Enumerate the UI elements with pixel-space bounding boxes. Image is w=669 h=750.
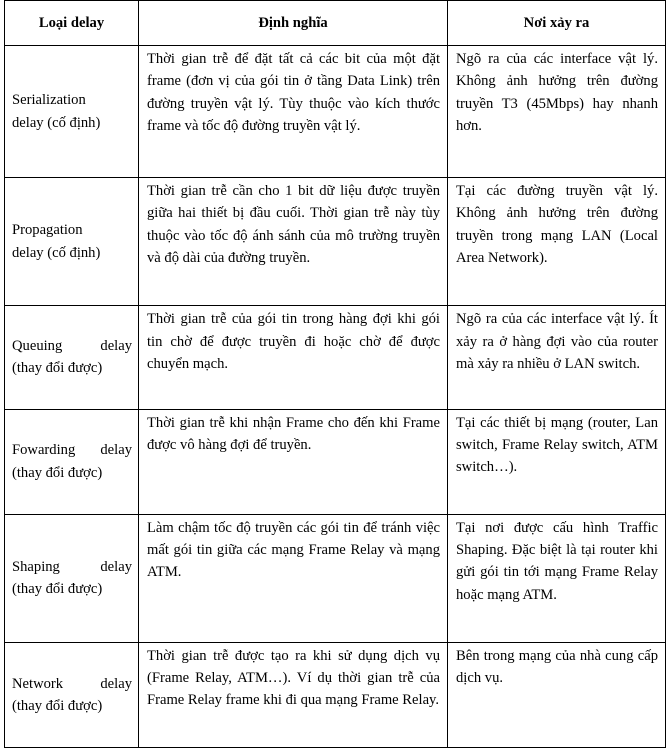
delay-type-qualifier: delay (cố định)	[12, 244, 101, 261]
delay-type-name: Queuing delay	[12, 338, 132, 355]
table-row	[5, 409, 666, 514]
delay-type-name: Shaping delay	[12, 558, 132, 575]
table-row	[5, 178, 666, 306]
table-row	[5, 46, 666, 178]
location-cell: Tại nơi được cấu hình Traffic Shaping. Đặc biệt là tại router khi gửi gói tin tới mạng Frame Relay hoặc mạng ATM.	[448, 514, 666, 642]
location-cell: Bên trong mạng của nhà cung cấp dịch vụ.	[448, 642, 666, 747]
delay-type-cell	[5, 514, 139, 642]
delay-types-table	[4, 0, 666, 748]
delay-type-cell	[5, 46, 139, 178]
delay-type-name: Propagation	[12, 222, 83, 239]
definition-cell: Thời gian trễ khi nhận Frame cho đến khi Frame được vô hàng đợi để truyền.	[139, 409, 448, 514]
delay-type-name: Fowarding delay	[12, 442, 132, 459]
table-row	[5, 642, 666, 747]
delay-type-qualifier: (thay đổi được)	[12, 697, 103, 714]
definition-cell: Thời gian trễ cần cho 1 bit dữ liệu được truyền giữa hai thiết bị đầu cuối. Thời gian trễ này tùy thuộc vào tốc độ ánh sánh của mô trường truyền và độ dài của đường truyền.	[139, 178, 448, 306]
location-cell: Ngõ ra của các interface vật lý. Không ảnh hưởng trên đường truyền T3 (45Mbps) hay nhanh hơn.	[448, 46, 666, 178]
delay-type-cell	[5, 642, 139, 747]
location-cell: Ngõ ra của các interface vật lý. Ít xảy ra ở hàng đợi vào của router mà xảy ra nhiều ở LAN switch.	[448, 306, 666, 409]
definition-cell: Thời gian trễ được tạo ra khi sử dụng dịch vụ (Frame Relay, ATM…). Ví dụ thời gian trễ của Frame Relay frame khi đi qua mạng Frame Relay.	[139, 642, 448, 747]
location-cell: Tại các thiết bị mạng (router, Lan switch, Frame Relay switch, ATM switch…).	[448, 409, 666, 514]
delay-type-cell	[5, 409, 139, 514]
delay-type-qualifier: (thay đổi được)	[12, 464, 103, 481]
delay-type-name: Serialization	[12, 92, 86, 109]
delay-type-qualifier: (thay đổi được)	[12, 360, 103, 377]
definition-cell: Làm chậm tốc độ truyền các gói tin để tránh việc mất gói tin giữa các mạng Frame Relay và mạng ATM.	[139, 514, 448, 642]
table-header-row	[5, 1, 666, 46]
delay-type-qualifier: delay (cố định)	[12, 114, 101, 131]
table-row	[5, 306, 666, 409]
header-location: Nơi xảy ra	[448, 1, 666, 46]
header-definition: Định nghĩa	[139, 1, 448, 46]
delay-type-qualifier: (thay đổi được)	[12, 581, 103, 598]
delay-type-cell	[5, 306, 139, 409]
definition-cell: Thời gian trễ của gói tin trong hàng đợi khi gói tin chờ để được truyền đi hoặc chờ để được chuyển mạch.	[139, 306, 448, 409]
delay-type-cell	[5, 178, 139, 306]
table-row	[5, 514, 666, 642]
delay-type-name: Network delay	[12, 675, 132, 692]
location-cell: Tại các đường truyền vật lý. Không ảnh hưởng trên đường truyền trong mạng LAN (Local Area Network).	[448, 178, 666, 306]
definition-cell: Thời gian trễ để đặt tất cả các bit của một đặt frame (đơn vị của gói tin ở tầng Data Link) trên đường truyền vật lý. Tùy thuộc vào kích thước frame và tốc độ đường truyền vật lý.	[139, 46, 448, 178]
header-delay-type: Loại delay	[5, 1, 139, 46]
